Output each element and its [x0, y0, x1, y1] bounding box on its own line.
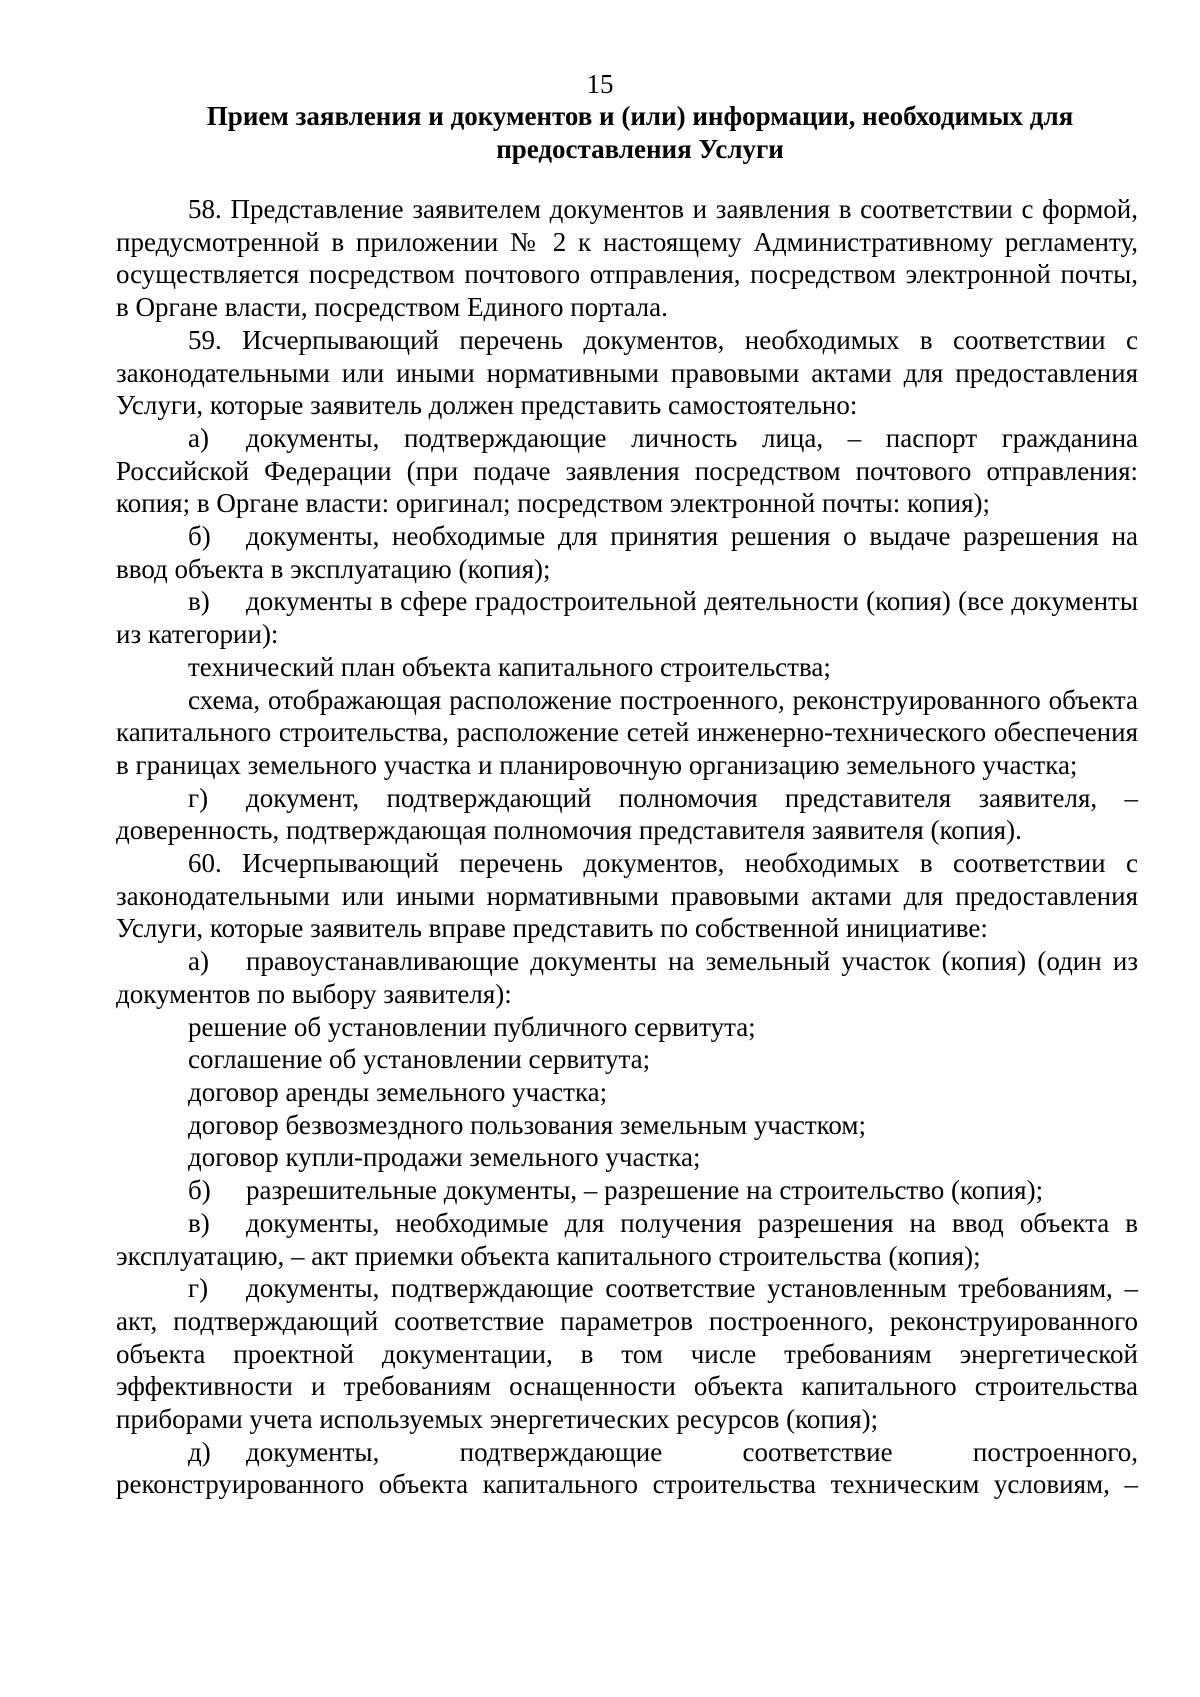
sub-item: технический план объекта капитального строительства; [188, 651, 831, 682]
list-item-marker: г) [188, 782, 209, 813]
list-item [116, 1436, 1138, 1501]
list-item-marker: а) [188, 422, 209, 453]
page-number: 15 [586, 69, 614, 99]
list-item [116, 945, 1138, 1010]
list-item-marker: в) [188, 586, 210, 617]
paragraph: 58. Представление заявителем документов и заявления в соответствии с формой, предусмотренной в приложении № 2 к настоящему Административному регламенту, осуществляется посредством почтового отправления, посредством электронной почты, в Органе власти, посредством Единого портала. [116, 194, 1138, 323]
list-item-text: документы, подтверждающие соответствие построенного, реконструированного объекта капитального строительства техническим условиям, – [116, 1436, 1138, 1500]
list-item-marker: г) [188, 1273, 209, 1304]
list-item-marker: а) [188, 946, 209, 977]
sub-item: договор купли-продажи земельного участка; [188, 1142, 701, 1173]
sub-item: соглашение об установлении сервитута; [188, 1044, 651, 1075]
list-item [116, 782, 1138, 847]
list-item [116, 585, 1138, 650]
list-item-text: документы, необходимые для принятия решения о выдаче разрешения на ввод объекта в эксплуатацию (копия); [116, 521, 1138, 584]
list-item-text: документ, подтверждающий полномочия представителя заявителя, – доверенность, подтверждающая полномочия представителя заявителя (копия). [116, 782, 1138, 846]
list-item-text: документы, необходимые для получения разрешения на ввод объекта в эксплуатацию, – акт приемки объекта капитального строительства (копия); [116, 1207, 1138, 1271]
paragraph: 59. Исчерпывающий перечень документов, необходимых в соответствии с законодательными или иными нормативными правовыми актами для предоставления Услуги, которые заявитель должен представить самостоятельно: [116, 324, 1138, 421]
sub-item: договор аренды земельного участка; [188, 1076, 608, 1107]
list-item-text: документы, подтверждающие личность лица, – паспорт гражданина Российской Федерации (при подаче заявления посредством почтового отправления: копия; в Органе власти: оригинал; посредством электронной почты: копия); [116, 422, 1138, 519]
sub-item: решение об установлении публичного сервитута; [188, 1011, 756, 1042]
list-item [116, 1207, 1138, 1272]
list-item-marker: б) [188, 521, 211, 552]
sub-item: схема, отображающая расположение построенного, реконструированного объекта капитального строительства, расположение сетей инженерно-технического обеспечения в границах земельного участка и планировочную организацию земельного участка; [116, 684, 1138, 780]
list-item-text: правоустанавливающие документы на земельный участок (копия) (один из документов по выбору заявителя): [116, 946, 1138, 1009]
paragraph: 60. Исчерпывающий перечень документов, необходимых в соответствии с законодательными или иными нормативными правовыми актами для предоставления Услуги, которые заявитель вправе представить по собственной инициативе: [116, 848, 1138, 944]
list-item-marker: в) [188, 1207, 210, 1238]
list-item-text: документы в сфере градостроительной деятельности (копия) (все документы из категории): [116, 586, 1138, 650]
section-heading: Прием заявления и документов и (или) информации, необходимых для предоставления Услуги [206, 101, 1074, 164]
list-item-marker: б) [188, 1175, 211, 1206]
sub-item: договор безвозмездного пользования земельным участком; [188, 1109, 867, 1140]
list-item [116, 1174, 1138, 1207]
list-item-text: разрешительные документы, – разрешение на строительство (копия); [246, 1175, 1044, 1206]
list-item [116, 1272, 1138, 1436]
list-item [116, 422, 1138, 520]
list-item-marker: д) [188, 1436, 211, 1467]
list-item-text: документы, подтверждающие соответствие установленным требованиям, – акт, подтверждающий соответствие параметров построенного, реконструированного объекта проектной документации, в том числе требованиям энергетической эффективности и требованиям оснащенности объекта капитального строительства приборами учета используемых энергетических ресурсов (копия); [116, 1273, 1138, 1435]
list-item [116, 520, 1138, 585]
document-body [116, 193, 1138, 1501]
